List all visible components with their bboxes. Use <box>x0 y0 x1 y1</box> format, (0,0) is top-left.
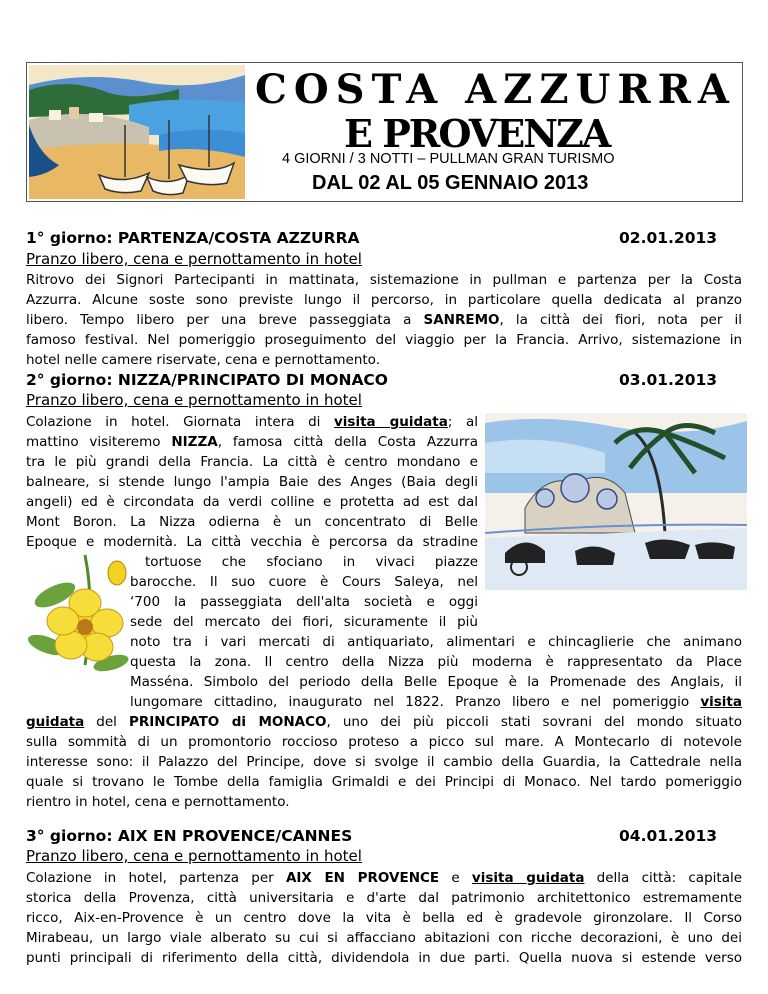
day1-date: 02.01.2013 <box>619 229 718 247</box>
day2-line: rientro in hotel, cena e pernottamento. <box>26 794 290 810</box>
day3-title: 3° giorno: AIX EN PROVENCE/CANNES <box>26 827 353 845</box>
day2-line: balneare, si stende lungo l'ampia Baie des Anges (Baia degli <box>26 474 478 490</box>
day1-title: 1° giorno: PARTENZA/COSTA AZZURRA <box>26 229 360 247</box>
day2-meals: Pranzo libero, cena e pernottamento in hotel <box>26 391 362 409</box>
day2-line: angeli) ed è circondata da verdi colline e protetta ad est dal <box>26 494 478 510</box>
day3-date: 04.01.2013 <box>619 827 718 845</box>
day1-meals: Pranzo libero, cena e pernottamento in hotel <box>26 250 362 268</box>
trip-dates: DAL 02 AL 05 GENNAIO 2013 <box>312 172 589 194</box>
day2-line: barocche. Il suo cuore è Cours Saleya, nel <box>130 574 478 590</box>
day2-line: interesse sono: il Palazzo del Principe, dove si svolge il cambio della Guardia, la Cattedrale nella <box>26 754 742 770</box>
title-line2: E PROVENZA <box>344 111 610 156</box>
day2-line: guidata del PRINCIPATO di MONACO, uno dei più piccoli stati sovrani del mondo situato <box>26 714 742 730</box>
day2-line: sede del mercato dei fiori, sicuramente il più <box>130 614 478 630</box>
day2-line: tra le più grandi della Francia. La città è centro mondano e <box>26 454 478 470</box>
day2-line: Masséna. Simbolo del periodo della Belle Epoque è la Promenade des Anglais, il <box>130 674 742 690</box>
day3-meals: Pranzo libero, cena e pernottamento in hotel <box>26 847 362 865</box>
trip-subtitle: 4 GIORNI / 3 NOTTI – PULLMAN GRAN TURISMO <box>282 151 615 167</box>
yellow-flower-illustration <box>25 545 131 675</box>
nice-promenade-painting <box>485 413 747 590</box>
day2-title: 2° giorno: NIZZA/PRINCIPATO DI MONACO <box>26 371 388 389</box>
day2-line: noto tra i vari mercati di antiquariato, alimentari e chincaglierie che animano <box>130 634 742 650</box>
title-line1: COSTA AZZURRA <box>255 66 736 113</box>
day2-line: sulla sommità di un promontorio roccioso proteso a picco sul mare. A Montecarlo di notevole <box>26 734 742 750</box>
day2-line: questa la zona. Il centro della Nizza più moderna è rappresentato da Place <box>130 654 742 670</box>
day2-line: lungomare cittadino, inaugurato nel 1822. Pranzo libero e nel pomeriggio visita <box>130 694 742 710</box>
day2-line: ‘700 la passeggiata dell'alta società e oggi <box>130 594 478 610</box>
day3-description: Colazione in hotel, partenza per AIX EN PROVENCE e visita guidata della città: capitale storica della Provenza, città universitaria e d'arte dal patrimonio architettonico estremamente ricco, Aix-en-Provence è un centro dove la vita è bella ed è gradevole gironzolare. Il Corso Mirabeau, un largo viale alberato su cui si affacciano abitazioni con ricche decorazioni, è uno dei punti principali di riferimento della città, dividendola in due parti. Quella nuova si estende verso <box>26 870 743 966</box>
day2-line: quale si trovano le Tombe della famiglia Grimaldi e dei Principi di Monaco. Nel tardo pomeriggio <box>26 774 742 790</box>
harbor-painting <box>29 65 245 199</box>
day2-date: 03.01.2013 <box>619 371 718 389</box>
day2-line: Colazione in hotel. Giornata intera di visita guidata; al <box>26 414 478 430</box>
header-box <box>26 62 743 202</box>
day2-line: Mont Boron. La Nizza odierna è un concentrato di Belle <box>26 514 478 530</box>
day2-line: tortuose che sfociano in vivaci piazze <box>145 554 478 570</box>
day2-line: Epoque e modernità. La città vecchia è percorsa da stradine <box>26 534 478 550</box>
day2-line: mattino visiteremo NIZZA, famosa città della Costa Azzurra <box>26 434 478 450</box>
day1-description: Ritrovo dei Signori Partecipanti in mattinata, sistemazione in pullman e partenza per la Costa Azzurra. Alcune soste sono previste lungo il percorso, in particolare quella dedicata al pranzo libero. Tempo libero per una breve passeggiata a SANREMO, la città dei fiori, nota per il famoso festival. Nel pomeriggio proseguimento del viaggio per la Francia. Arrivo, sistemazione in hotel nelle camere riservate, cena e pernottamento. <box>26 272 742 368</box>
